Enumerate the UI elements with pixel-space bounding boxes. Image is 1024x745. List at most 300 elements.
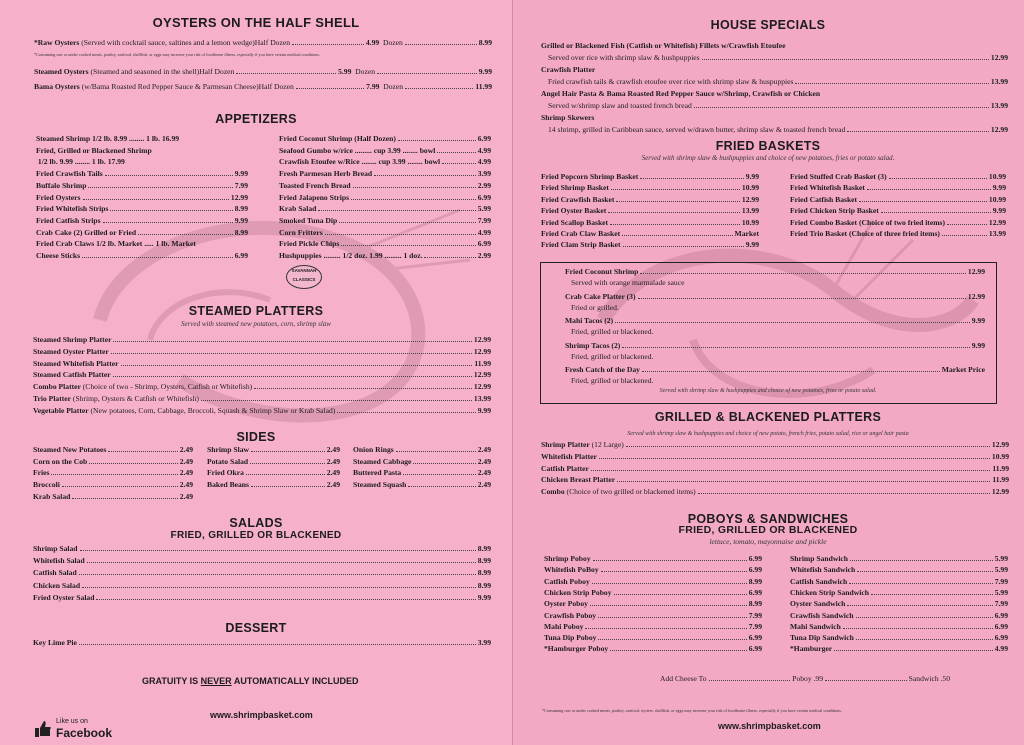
leader-dots: [622, 347, 969, 348]
poboy-row: [544, 644, 762, 653]
grilled-platter-row: [541, 440, 1009, 449]
side-row: [353, 468, 491, 477]
item-name: Mahi Tacos (2): [565, 316, 614, 325]
leader-dots: [250, 463, 325, 464]
appetizer-row: [36, 216, 248, 225]
item-desc: (Choice of two grilled or blackened items): [564, 487, 696, 497]
steamed-platters-sub: Served with steamed new potatoes, corn, shrimp slaw: [181, 320, 331, 328]
leader-dots: [351, 199, 476, 200]
item-price: 2.49: [326, 445, 340, 454]
side-row: [353, 457, 491, 466]
grilled-platters-sub: Served with shrimp slaw & hushpuppies and choice of new potato, french fries, potato salad, rice or angel hair pasta: [627, 431, 909, 437]
item-price: 9.99: [745, 240, 759, 250]
leader-dots: [622, 235, 732, 236]
leader-dots: [598, 617, 747, 618]
box-special-row: [565, 365, 985, 374]
leader-dots: [396, 451, 476, 452]
item-name: Fried Scallop Basket: [541, 217, 609, 227]
dessert-row: [33, 638, 491, 647]
item-name: Fried Pickle Chips: [279, 239, 340, 249]
leader-dots: [623, 246, 744, 247]
leader-dots: [947, 224, 987, 225]
item-name: Fried Crawfish Tails: [36, 169, 103, 179]
leader-dots: [850, 560, 993, 561]
basket-row: [541, 240, 759, 249]
side-row: [207, 445, 340, 454]
item-price: 6.99: [748, 633, 762, 643]
item-name: Mahi Sandwich: [790, 621, 841, 631]
sandwich-row: [790, 565, 1008, 574]
leader-dots: [698, 493, 990, 494]
item-name: Oyster Sandwich: [790, 599, 846, 609]
item-price: 10.99: [991, 451, 1009, 461]
item-price: 2.49: [477, 445, 491, 454]
poboys-title: POBOYS & SANDWICHES: [687, 512, 849, 526]
item-name: Crawfish Poboy: [544, 610, 597, 620]
item-name: Crawfish Sandwich: [790, 610, 854, 620]
leader-dots: [408, 486, 475, 487]
grilled-platters-title: GRILLED & BLACKENED PLATTERS: [654, 410, 882, 424]
item-name: Buffalo Shrimp: [36, 180, 87, 190]
item-price: 4.99: [477, 227, 491, 237]
basket-row: [790, 172, 1006, 181]
leader-dots: [871, 594, 993, 595]
item-price: 2.99: [477, 251, 491, 260]
item-price: 8.99: [234, 227, 248, 237]
item-name: Trio Platter: [33, 394, 72, 403]
appetizer-row: [279, 157, 491, 166]
item-price: 2.49: [179, 456, 193, 466]
leader-dots: [626, 446, 990, 447]
item-name: Potato Salad: [207, 456, 249, 466]
add-cheese-row: Add Cheese To Poboy .99 Sandwich .50: [660, 674, 951, 683]
house-special-desc-row: [548, 101, 1008, 110]
item-price: 8.99: [477, 544, 491, 553]
item-name: Fried Coconut Shrimp: [565, 267, 639, 276]
item-name: Catfish Platter: [541, 463, 589, 473]
item-price: 9.99: [992, 206, 1006, 216]
item-name: Fried Jalapeno Strips: [279, 192, 350, 202]
poboy-row: [544, 588, 762, 597]
item-price: 9.99: [971, 316, 985, 325]
item-price: 9.99: [992, 183, 1006, 193]
item-name: Fried Whitefish Strips: [36, 204, 109, 214]
item-name: *Hamburger Poboy: [544, 644, 609, 654]
steamed-platter-row: [33, 359, 491, 368]
item-price: 2.49: [179, 468, 193, 478]
leader-dots: [251, 451, 325, 452]
leader-dots: [795, 83, 988, 84]
item-name: Crab Cake Platter (3): [565, 291, 636, 301]
item-name: *Hamburger: [790, 644, 833, 654]
leader-dots: [246, 474, 325, 475]
side-row: [207, 457, 340, 466]
salads-title: SALADS: [229, 516, 283, 530]
house-special-desc-row: [548, 53, 1008, 62]
item-name: Broccoli: [33, 480, 60, 490]
box-special-row: [565, 316, 985, 325]
leader-dots: [610, 224, 740, 225]
item-name: Corn on the Cob: [33, 456, 88, 466]
item-price: 10.99: [741, 217, 759, 227]
item-price: 12.99: [473, 335, 491, 344]
salad-row: [33, 593, 491, 602]
leader-dots: [113, 341, 471, 342]
item-name: Fried Oysters: [36, 192, 81, 202]
item-price: 6.99: [748, 644, 762, 654]
item-price: 11.99: [992, 475, 1009, 485]
gratuity-note: GRATUITY IS NEVER AUTOMATICALLY INCLUDED: [142, 676, 359, 686]
item-name: Combo Platter: [33, 382, 81, 392]
right-website[interactable]: www.shrimpbasket.com: [718, 721, 821, 731]
leader-dots: [834, 650, 993, 651]
item-name: Fresh Catch of the Day: [565, 365, 640, 374]
item-name: Cheese Sticks: [36, 251, 81, 260]
leader-dots: [859, 201, 987, 202]
item-name: Chicken Strip Sandwich: [790, 587, 869, 597]
leader-dots: [87, 562, 476, 563]
left-disclaimer-top: *Consuming raw or under cooked meats, poultry, seafood, shellfish, or eggs may increase your risk of foodborne illness, especially if you have certain medical conditions.: [34, 52, 321, 57]
item-price: 7.99: [994, 599, 1008, 609]
right-disclaimer: *Consuming raw or under cooked meats, poultry, seafood, oysters, shellfish, or eggs may increase your risk of foodborne illness, especially if you have certain medical conditions.: [542, 708, 842, 713]
item-desc: Fried or grilled.: [571, 302, 619, 312]
fb-like-label: Like us on: [56, 718, 88, 725]
item-name: Steamed Catfish Platter: [33, 370, 111, 380]
item-name: Toasted French Bread: [279, 180, 351, 190]
side-row: [207, 468, 340, 477]
fb-name: Facebook: [56, 726, 113, 740]
item-price: 13.99: [988, 229, 1006, 238]
item-desc: Fried crawfish tails & crawfish etoufee over rice with shrimp slaw & huspuppies: [548, 77, 794, 86]
item-price: 12.99: [473, 346, 491, 356]
item-price: 4.99: [477, 157, 491, 167]
item-name: Fried, Grilled or Blackened Shrimp: [36, 145, 152, 155]
leader-dots: [608, 212, 740, 213]
item-desc: Served w/shrimp slaw and toasted french bread: [548, 101, 692, 110]
item-name: Combo: [541, 487, 565, 497]
item-name: Corn Fritters: [279, 227, 323, 237]
item-price: Market: [734, 229, 759, 238]
steamed-platter-row: [33, 370, 491, 379]
item-price: 4.99: [477, 145, 491, 155]
item-desc: Fried, grilled or blackened.: [571, 327, 654, 336]
item-name: Grilled or Blackened Fish (Catfish or Whitefish) Fillets w/Crawfish Etoufee: [541, 41, 786, 50]
poboys-sub2: lettuce, tomato, mayonnaise and pickle: [709, 537, 827, 546]
item-name: Whitefish Salad: [33, 556, 85, 566]
leader-dots: [113, 376, 472, 377]
item-price: 5.99: [994, 587, 1008, 597]
steamed-platter-row: [33, 347, 491, 356]
item-desc: Served with orange marmalade sauce: [571, 278, 685, 287]
item-price: 6.99: [748, 565, 762, 575]
basket-row: [790, 206, 1006, 215]
house-special-name: [541, 113, 996, 122]
item-extra: 1/2 lb. 8.99 ........ 1 lb. 16.99: [90, 134, 180, 143]
item-price: 6.99: [748, 587, 762, 597]
appetizer-row: [36, 181, 248, 190]
item-extra: 1/2 lb. Market ..... 1 lb. Market: [94, 239, 196, 249]
item-price: 5.99: [994, 565, 1008, 575]
leader-dots: [79, 644, 476, 645]
leader-dots: [849, 583, 993, 584]
leader-dots: [341, 245, 475, 246]
side-row: [33, 457, 193, 466]
basket-row: [541, 195, 759, 204]
leader-dots: [702, 59, 989, 60]
item-price: 9.99: [745, 172, 759, 181]
item-name: Fries: [33, 468, 50, 478]
item-price: 9.99: [234, 169, 248, 179]
item-price: 13.99: [473, 394, 491, 403]
item-price: 9.99: [477, 405, 491, 415]
dessert-title: DESSERT: [225, 621, 287, 635]
house-special-name: [541, 41, 996, 50]
appetizer-row: [36, 169, 248, 178]
item-price: 5.99: [477, 204, 491, 214]
item-price: 8.99: [748, 599, 762, 609]
oysters-title: OYSTERS ON THE HALF SHELL: [152, 15, 360, 30]
leader-dots: [867, 189, 991, 190]
leader-dots: [437, 152, 475, 153]
item-name: Whitefish PoBoy: [544, 565, 599, 575]
item-name: Smoked Tuna Dip: [279, 215, 338, 225]
leader-dots: [325, 234, 476, 235]
salad-row: [33, 556, 491, 565]
leader-dots: [591, 470, 990, 471]
leader-dots: [601, 571, 747, 572]
item-price: 7.99: [994, 576, 1008, 586]
leader-dots: [593, 560, 747, 561]
item-price: 10.99: [988, 194, 1006, 204]
item-price: 10.99: [741, 183, 759, 193]
leader-dots: [640, 178, 743, 179]
steamed-platters-title: STEAMED PLATTERS: [188, 304, 324, 318]
appetizer-row: [36, 193, 248, 202]
item-price: 12.99: [473, 370, 491, 380]
appetizer-row: [279, 181, 491, 190]
item-name: Mahi Poboy: [544, 621, 584, 631]
item-name: Fried Catfish Basket: [790, 194, 858, 204]
item-name: Steamed New Potatoes: [33, 445, 107, 454]
item-name: Steamed Shrimp Platter: [33, 335, 112, 344]
leader-dots: [51, 474, 177, 475]
leader-dots: [105, 175, 233, 176]
leader-dots: [615, 322, 970, 323]
item-desc: Fried, grilled or blackened.: [571, 351, 654, 361]
item-price: 2.99: [477, 180, 491, 190]
leader-dots: [318, 210, 475, 211]
leader-dots: [353, 187, 476, 188]
grilled-platter-row: [541, 464, 1009, 473]
house-special-name: [541, 89, 996, 98]
appetizer-row: [279, 239, 491, 248]
salads-sub: FRIED, GRILLED OR BLACKENED: [170, 530, 342, 541]
leader-dots: [80, 550, 476, 551]
item-name: Oyster Poboy: [544, 599, 588, 609]
item-name: Angel Hair Pasta & Bama Roasted Red Pepper Sauce w/Shrimp, Crawfish or Chicken: [541, 89, 821, 98]
fried-baskets-sub: Served with shrimp slaw & hushpuppies and choice of new potatoes, fries or potato salad.: [641, 154, 895, 162]
leader-dots: [598, 639, 746, 640]
item-name: Steamed Cabbage: [353, 456, 412, 466]
item-name: Fried Whitefish Basket: [790, 183, 865, 193]
sides-title: SIDES: [236, 430, 276, 444]
leader-dots: [251, 486, 325, 487]
leader-dots: [442, 163, 476, 164]
side-row: [207, 480, 340, 489]
leader-dots: [110, 210, 232, 211]
item-price: 2.49: [326, 480, 340, 490]
item-name: Fried Chicken Strip Basket: [790, 206, 879, 216]
leader-dots: [89, 463, 177, 464]
item-price: 9.99: [971, 340, 985, 350]
leader-dots: [413, 463, 475, 464]
steamed-platter-row: [33, 335, 491, 344]
side-row: [353, 445, 491, 454]
item-name: Fried Stuffed Crab Basket (3): [790, 172, 887, 181]
box-special-row: [565, 341, 985, 350]
item-desc: (New potatoes, Corn, Cabbage, Broccoli, Squash & Shrimp Slaw or Krab Salad): [88, 405, 336, 415]
item-price: 6.99: [994, 610, 1008, 620]
item-price: 3.99: [477, 638, 491, 647]
item-extra: 1/2 lb. 9.99 ........ 1 lb. 17.99: [36, 157, 125, 167]
basket-row: [541, 183, 759, 192]
item-name: Steamed Shrimp: [36, 134, 91, 143]
item-name: Steamed Oyster Platter: [33, 346, 109, 356]
basket-row: [790, 183, 1006, 192]
basket-row: [790, 218, 1006, 227]
appetizer-row: [36, 157, 248, 166]
leader-dots: [640, 273, 965, 274]
item-name: Vegetable Platter: [33, 405, 89, 415]
item-price: 2.49: [477, 480, 491, 490]
item-name: Shrimp Tacos (2): [565, 340, 621, 350]
item-name: Chicken Breast Platter: [541, 475, 616, 485]
appetizer-row: [279, 169, 491, 178]
leader-dots: [642, 371, 940, 372]
leader-dots: [103, 222, 233, 223]
item-price: 8.99: [477, 580, 491, 590]
sandwich-row: [790, 588, 1008, 597]
item-price: 8.99: [477, 556, 491, 566]
item-price: 4.99: [994, 644, 1008, 654]
leader-dots: [694, 107, 989, 108]
item-name: Fried Crab Claws: [36, 239, 95, 249]
item-name: Buttered Pasta: [353, 468, 402, 478]
appetizer-row: [279, 228, 491, 237]
grilled-platter-row: [541, 487, 1009, 496]
item-price: 12.99: [967, 267, 985, 276]
item-desc: Fried, grilled or blackened.: [571, 376, 654, 385]
leader-dots: [424, 257, 475, 258]
item-name: Shrimp Slaw: [207, 445, 249, 454]
item-price: 12.99: [991, 487, 1009, 497]
leader-dots: [121, 365, 473, 366]
item-price: 12.99: [741, 194, 759, 204]
item-price: 3.99: [477, 169, 491, 179]
item-price: 12.99: [990, 125, 1008, 134]
leader-dots: [201, 400, 472, 401]
leader-dots: [254, 388, 472, 389]
item-name: Catfish Salad: [33, 568, 77, 578]
item-name: Fried Oyster Basket: [541, 206, 607, 216]
item-price: 8.99: [234, 204, 248, 214]
item-name: Fried Catfish Strips: [36, 215, 101, 225]
leader-dots: [616, 201, 740, 202]
steamed-oysters-row: Steamed Oysters (Steamed and seasoned in the shell) Half Dozen 5.99 Dozen 9.99: [34, 67, 493, 76]
leader-dots: [108, 451, 177, 452]
item-name: Whitefish Platter: [541, 451, 597, 461]
house-special-desc-row: [548, 77, 1008, 86]
basket-row: [541, 229, 759, 238]
leader-dots: [111, 353, 472, 354]
item-price: 9.99: [477, 592, 491, 602]
salad-row: [33, 581, 491, 590]
item-name: Catfish Sandwich: [790, 576, 848, 586]
basket-row: [541, 206, 759, 215]
item-name: Seafood Gumbo w/rice ......... cup 3.99 ........ bowl: [279, 145, 436, 155]
item-price: 9.99: [234, 215, 248, 225]
appetizer-row: [36, 134, 248, 143]
steamed-platter-row: [33, 406, 491, 415]
leader-dots: [599, 458, 990, 459]
appetizer-row: [279, 146, 491, 155]
item-name: Tuna Dip Sandwich: [790, 633, 854, 643]
item-price: 6.99: [748, 554, 762, 563]
item-price: 5.99: [994, 554, 1008, 563]
item-desc: (Choice of two - Shrimp, Oysters, Catfish or Whitefish): [80, 382, 253, 392]
item-name: Fried Trio Basket (Choice of three fried items): [790, 229, 940, 238]
item-price: 6.99: [477, 192, 491, 202]
item-price: 7.99: [234, 180, 248, 190]
leader-dots: [611, 189, 740, 190]
leader-dots: [617, 481, 990, 482]
left-website[interactable]: www.shrimpbasket.com: [210, 710, 313, 720]
leader-dots: [847, 131, 989, 132]
item-name: Crawfish Platter: [541, 65, 596, 74]
side-row: [33, 492, 193, 501]
side-row: [33, 445, 193, 454]
item-price: 10.99: [988, 172, 1006, 181]
grilled-platter-row: [541, 452, 1009, 461]
leader-dots: [590, 605, 747, 606]
item-name: Fresh Parmesan Herb Bread: [279, 169, 373, 179]
item-price: 12.99: [967, 291, 985, 301]
steamed-platter-row: [33, 382, 491, 391]
leader-dots: [83, 199, 229, 200]
item-name: Shrimp Poboy: [544, 554, 591, 563]
item-name: Crawfish Etoufee w/Rice ........ cup 3.99 ........ bowl: [279, 157, 441, 167]
leader-dots: [82, 587, 476, 588]
item-price: 6.99: [477, 239, 491, 249]
salad-row: [33, 544, 491, 553]
item-name: Shrimp Salad: [33, 544, 78, 553]
item-name: Fried Crab Claw Basket: [541, 229, 621, 238]
leader-dots: [403, 474, 476, 475]
leader-dots: [843, 628, 993, 629]
item-price: 6.99: [234, 251, 248, 260]
item-price: 7.99: [748, 621, 762, 631]
item-name: Tuna Dip Poboy: [544, 633, 597, 643]
appetizer-row: [36, 251, 248, 260]
item-price: 12.99: [230, 192, 248, 202]
item-price: 8.99: [748, 576, 762, 586]
appetizer-row: [36, 146, 248, 155]
grilled-platter-row: [541, 475, 1009, 484]
item-name: Fried Okra: [207, 468, 244, 478]
leader-dots: [585, 628, 746, 629]
appetizer-row: [279, 193, 491, 202]
leader-dots: [79, 574, 476, 575]
